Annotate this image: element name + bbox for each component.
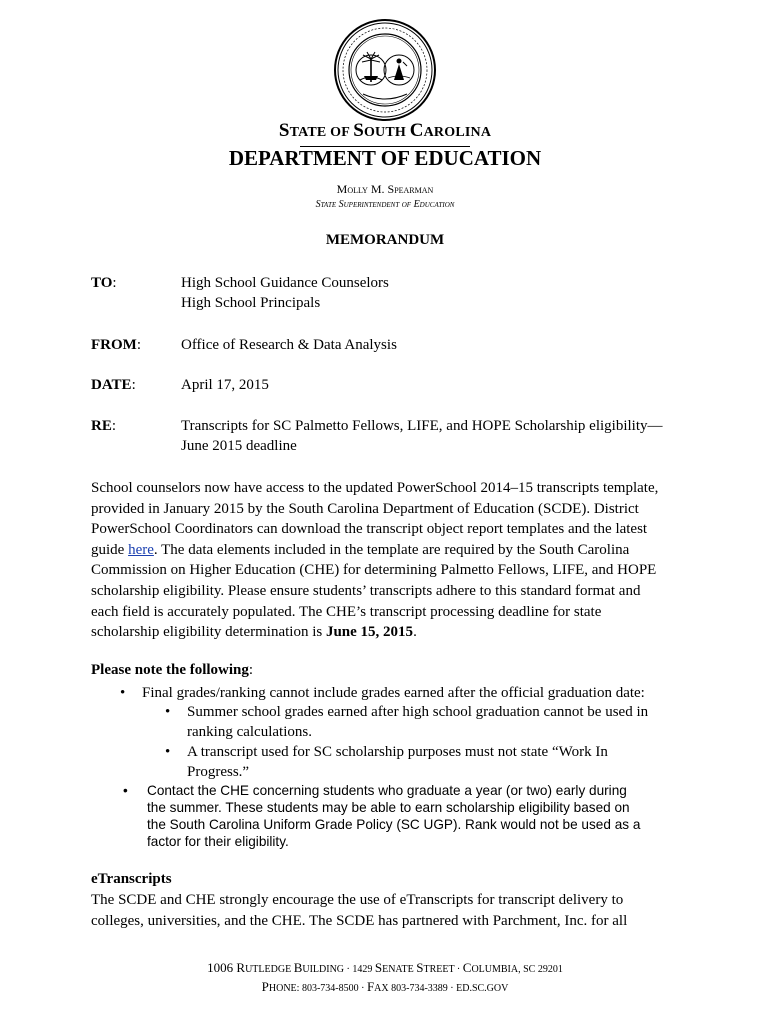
note-heading: Please note the following: [91, 662, 254, 678]
superintendent-title: State Superintendent of Education [315, 199, 455, 210]
list-item: • A transcript used for SC scholarship purposes must not state “Work In Progress.” [165, 744, 608, 780]
bullet-icon: • [120, 685, 126, 701]
from-value: Office of Research & Data Analysis [181, 337, 397, 353]
to-line-2: High School Principals [181, 295, 321, 311]
website-link[interactable]: ED.SC.GOV [456, 983, 509, 994]
deadline-date: June 15, 2015 [325, 624, 414, 641]
memorandum-title: MEMORANDUM [325, 232, 445, 248]
bullet-icon: • [123, 783, 128, 798]
bullet-icon: • [165, 704, 171, 720]
list-item: • Contact the CHE concerning students who graduate a year (or two) early during the summer. These students may be able to earn scholarship eligibility based on the South Carolina Uniform Grade Policy (SC UGP). Rank would not be used as a factor for their eligibility. [123, 783, 641, 849]
department-heading: DEPARTMENT OF EDUCATION [228, 146, 542, 170]
memo-page: STATE OF SOUTH CAROLINA DEPARTMENT OF EDUCATION Molly M. Spearman State Superintendent of Education MEMORANDUM TO: High School Guidance Counselors High School Principals FROM: Office of Research & Data Analysis DATE: April 17, 2015 RE: Transcripts for SC Palmetto Fellows, LIFE, and HOPE Scholarship eligibility— June 2015 deadline School counselors now have access to the updated PowerSchool 2014–15 transcripts template, provided in January 2015 by the South Carolina Department of Education (SCDE). District PowerSchool Coordinators can download the transcript object report templates and the latest guide here. The data elements included in the template are required by the South Carolina Commission on Higher Education (CHE) for determining Palmetto Fellows, LIFE, and HOPE scholarship eligibility. Please ensure students’ transcripts adhere to this standard format and each field is accurately populated. The CHE’s transcript processing deadline for state scholarship eligibility determination is June 15, 2015. Please note the following: • Final grades/ranking cannot include grades earned after the official graduation date: • Summer school grades earned after high school graduation cannot be used in ranking calculations. • A transcript used for SC scholarship purposes must not state “Work In Progress.” • Contact the CHE concerning students who graduate a year (or two) early during the summer. These students may be able to earn scholarship eligibility based on the South Carolina Uniform Grade Policy (SC UGP). Rank would not be used as a factor for their eligibility. eTranscripts The SCDE and CHE strongly encourage the use of eTranscripts for transcript delivery to colleges, universities, and the CHE. The SCDE has partnered with Parchment, Inc. for all 1006 RUTLEDGE BUILDING · 1429 SENATE STREET · COLUMBIA, SC 29201 PHONE: 803-734-8500 · FAX 803-734-3389 · ED.SC.GOV [0, 0, 770, 1024]
list-item: • Summer school grades earned after high school graduation cannot be used in ranking calculations. [165, 704, 649, 740]
body-paragraph: School counselors now have access to the updated PowerSchool 2014–15 transcripts template, provided in January 2015 by the South Carolina Department of Education (SCDE). District PowerSchool Coordinators can download the transcript object report templates and the latest guide here. The data elements included in the template are required by the South Carolina Commission on Higher Education (CHE) for determining Palmetto Fellows, LIFE, and HOPE scholarship eligibility. Please ensure students’ transcripts adhere to this standard format and each field is accurately populated. The CHE’s transcript processing deadline for state scholarship eligibility determination is June 15, 2015. [91, 480, 659, 641]
superintendent-name: Molly M. Spearman [336, 182, 434, 196]
to-line-1: High School Guidance Counselors [181, 275, 389, 291]
list-item: • Final grades/ranking cannot include grades earned after the official graduation date: [142, 684, 682, 704]
from-label: FROM [91, 337, 137, 353]
guide-link[interactable]: here [128, 541, 154, 558]
state-seal-icon [333, 18, 437, 122]
to-label: TO [91, 275, 113, 291]
date-label: DATE [91, 377, 132, 393]
bullet-icon: • [165, 744, 171, 760]
re-label: RE [91, 418, 112, 434]
state-heading: STATE OF SOUTH CAROLINA [278, 120, 492, 141]
footer-contact: PHONE: 803-734-8500 · FAX 803-734-3389 · ED.SC.GOV [261, 979, 509, 994]
re-line-1: Transcripts for SC Palmetto Fellows, LIFE, and HOPE Scholarship eligibility— [181, 418, 663, 434]
date-value: April 17, 2015 [181, 377, 269, 393]
footer-address: 1006 RUTLEDGE BUILDING · 1429 SENATE STREET · COLUMBIA, SC 29201 [207, 960, 563, 975]
etranscripts-paragraph: The SCDE and CHE strongly encourage the use of eTranscripts for transcript delivery to colleges, universities, and the CHE. The SCDE has partnered with Parchment, Inc. for all [91, 892, 628, 929]
etranscripts-heading: eTranscripts [91, 871, 172, 887]
re-line-2: June 2015 deadline [181, 438, 297, 454]
